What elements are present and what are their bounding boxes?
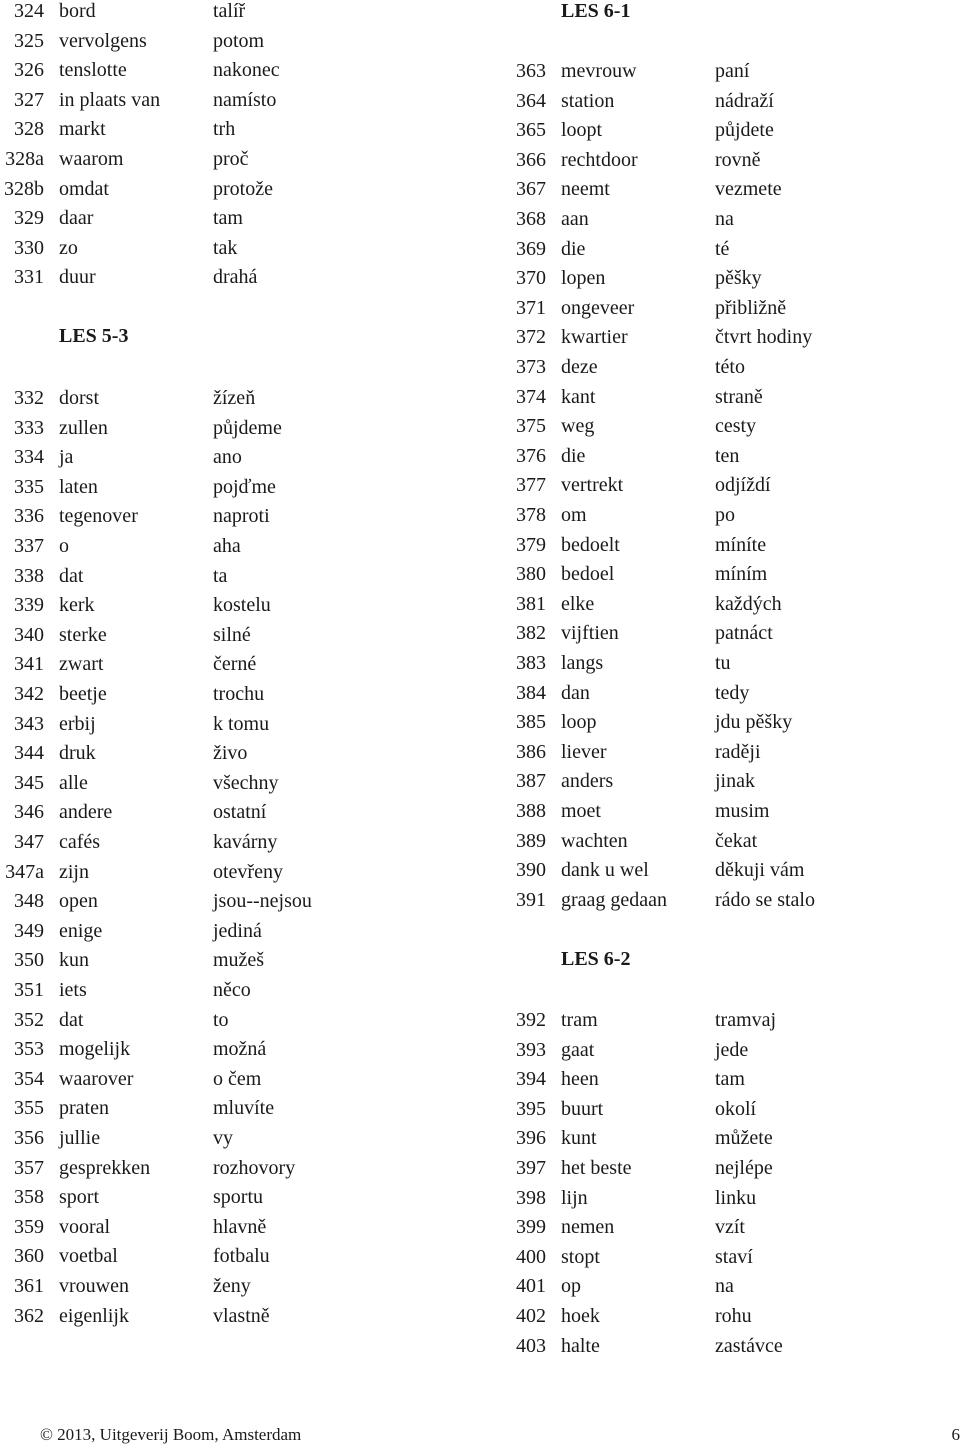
czech-translation: mužeš bbox=[213, 947, 264, 973]
entry-number: 356 bbox=[0, 1125, 44, 1151]
czech-translation: mluvíte bbox=[213, 1095, 274, 1121]
section-heading-les-5-3: LES 5-3 bbox=[59, 323, 128, 349]
czech-translation: sportu bbox=[213, 1184, 263, 1210]
dutch-word: loop bbox=[561, 709, 597, 735]
entry-number: 400 bbox=[502, 1244, 546, 1270]
entry-number: 336 bbox=[0, 503, 44, 529]
entry-number: 395 bbox=[502, 1096, 546, 1122]
czech-translation: patnáct bbox=[715, 620, 773, 646]
dutch-word: kant bbox=[561, 384, 595, 410]
dutch-word: moet bbox=[561, 798, 601, 824]
czech-translation: staví bbox=[715, 1244, 753, 1270]
dutch-word: gesprekken bbox=[59, 1155, 150, 1181]
czech-translation: všechny bbox=[213, 770, 279, 796]
czech-translation: něco bbox=[213, 977, 251, 1003]
czech-translation: naproti bbox=[213, 503, 270, 529]
dutch-word: dat bbox=[59, 1007, 83, 1033]
entry-number: 378 bbox=[502, 502, 546, 528]
entry-number: 396 bbox=[502, 1125, 546, 1151]
dutch-word: alle bbox=[59, 770, 88, 796]
entry-number: 344 bbox=[0, 740, 44, 766]
entry-number: 361 bbox=[0, 1273, 44, 1299]
dutch-word: praten bbox=[59, 1095, 109, 1121]
czech-translation: jinak bbox=[715, 768, 755, 794]
dutch-word: vervolgens bbox=[59, 28, 147, 54]
entry-number: 364 bbox=[502, 88, 546, 114]
entry-number: 352 bbox=[0, 1007, 44, 1033]
dutch-word: daar bbox=[59, 205, 93, 231]
czech-translation: tam bbox=[213, 205, 243, 231]
dutch-word: vrouwen bbox=[59, 1273, 129, 1299]
czech-translation: otevřeny bbox=[213, 859, 283, 885]
entry-number: 329 bbox=[0, 205, 44, 231]
entry-number: 338 bbox=[0, 563, 44, 589]
entry-number: 357 bbox=[0, 1155, 44, 1181]
dutch-word: wachten bbox=[561, 828, 628, 854]
entry-number: 328 bbox=[0, 116, 44, 142]
czech-translation: fotbalu bbox=[213, 1243, 270, 1269]
dutch-word: druk bbox=[59, 740, 96, 766]
entry-number: 403 bbox=[502, 1333, 546, 1359]
czech-translation: tak bbox=[213, 235, 237, 261]
dutch-word: kunt bbox=[561, 1125, 597, 1151]
entry-number: 388 bbox=[502, 798, 546, 824]
dutch-word: halte bbox=[561, 1333, 600, 1359]
czech-translation: možná bbox=[213, 1036, 266, 1062]
entry-number: 391 bbox=[502, 887, 546, 913]
dutch-word: ongeveer bbox=[561, 295, 634, 321]
dutch-word: cafés bbox=[59, 829, 100, 855]
czech-translation: talíř bbox=[213, 0, 245, 24]
dutch-word: laten bbox=[59, 474, 98, 500]
entry-number: 366 bbox=[502, 147, 546, 173]
dutch-word: waarover bbox=[59, 1066, 133, 1092]
czech-translation: okolí bbox=[715, 1096, 756, 1122]
czech-translation: to bbox=[213, 1007, 229, 1033]
czech-translation: můžete bbox=[715, 1125, 773, 1151]
entry-number: 339 bbox=[0, 592, 44, 618]
entry-number: 380 bbox=[502, 561, 546, 587]
czech-translation: proč bbox=[213, 146, 249, 172]
entry-number: 382 bbox=[502, 620, 546, 646]
entry-number: 347 bbox=[0, 829, 44, 855]
czech-translation: jediná bbox=[213, 918, 262, 944]
entry-number: 399 bbox=[502, 1214, 546, 1240]
entry-number: 334 bbox=[0, 444, 44, 470]
dutch-word: liever bbox=[561, 739, 607, 765]
czech-translation: na bbox=[715, 1273, 734, 1299]
czech-translation: nakonec bbox=[213, 57, 280, 83]
czech-translation: trh bbox=[213, 116, 235, 142]
dutch-word: kwartier bbox=[561, 324, 628, 350]
dutch-word: dat bbox=[59, 563, 83, 589]
section-heading-les-6-2: LES 6-2 bbox=[561, 946, 630, 972]
entry-number: 377 bbox=[502, 472, 546, 498]
dutch-word: mevrouw bbox=[561, 58, 637, 84]
entry-number: 359 bbox=[0, 1214, 44, 1240]
czech-translation: jsou--nejsou bbox=[213, 888, 312, 914]
page-footer bbox=[40, 1422, 960, 1448]
copyright-notice: © 2013, Uitgeverij Boom, Amsterdam bbox=[40, 1422, 301, 1448]
dutch-word: tenslotte bbox=[59, 57, 127, 83]
dutch-word: omdat bbox=[59, 176, 109, 202]
dutch-word: die bbox=[561, 443, 585, 469]
dutch-word: nemen bbox=[561, 1214, 614, 1240]
czech-translation: černé bbox=[213, 651, 256, 677]
entry-number: 362 bbox=[0, 1303, 44, 1329]
entry-number: 360 bbox=[0, 1243, 44, 1269]
dutch-word: het beste bbox=[561, 1155, 632, 1181]
czech-translation: straně bbox=[715, 384, 763, 410]
czech-translation: půjdete bbox=[715, 117, 774, 143]
czech-translation: jede bbox=[715, 1037, 748, 1063]
dutch-word: buurt bbox=[561, 1096, 603, 1122]
czech-translation: potom bbox=[213, 28, 264, 54]
entry-number: 375 bbox=[502, 413, 546, 439]
entry-number: 346 bbox=[0, 799, 44, 825]
czech-translation: drahá bbox=[213, 264, 257, 290]
dutch-word: die bbox=[561, 236, 585, 262]
entry-number: 349 bbox=[0, 918, 44, 944]
entry-number: 371 bbox=[502, 295, 546, 321]
dutch-word: duur bbox=[59, 264, 96, 290]
entry-number: 401 bbox=[502, 1273, 546, 1299]
dutch-word: elke bbox=[561, 591, 594, 617]
dutch-word: stopt bbox=[561, 1244, 600, 1270]
entry-number: 354 bbox=[0, 1066, 44, 1092]
dutch-word: om bbox=[561, 502, 587, 528]
czech-translation: ten bbox=[715, 443, 739, 469]
dutch-word: andere bbox=[59, 799, 112, 825]
dutch-word: vertrekt bbox=[561, 472, 623, 498]
czech-translation: raději bbox=[715, 739, 761, 765]
czech-translation: namísto bbox=[213, 87, 276, 113]
entry-number: 345 bbox=[0, 770, 44, 796]
entry-number: 332 bbox=[0, 385, 44, 411]
czech-translation: rozhovory bbox=[213, 1155, 295, 1181]
dutch-word: bedoel bbox=[561, 561, 614, 587]
entry-number: 389 bbox=[502, 828, 546, 854]
entry-number: 324 bbox=[0, 0, 44, 24]
dutch-word: zijn bbox=[59, 859, 89, 885]
dutch-word: sport bbox=[59, 1184, 99, 1210]
entry-number: 402 bbox=[502, 1303, 546, 1329]
czech-translation: linku bbox=[715, 1185, 756, 1211]
dutch-word: kerk bbox=[59, 592, 95, 618]
dutch-word: hoek bbox=[561, 1303, 600, 1329]
entry-number: 347a bbox=[0, 859, 44, 885]
entry-number: 397 bbox=[502, 1155, 546, 1181]
entry-number: 386 bbox=[502, 739, 546, 765]
dutch-word: mogelijk bbox=[59, 1036, 130, 1062]
czech-translation: každých bbox=[715, 591, 782, 617]
czech-translation: ženy bbox=[213, 1273, 251, 1299]
czech-translation: nejlépe bbox=[715, 1155, 773, 1181]
dutch-word: o bbox=[59, 533, 69, 559]
czech-translation: rovně bbox=[715, 147, 761, 173]
entry-number: 393 bbox=[502, 1037, 546, 1063]
dutch-word: eigenlijk bbox=[59, 1303, 129, 1329]
dutch-word: rechtdoor bbox=[561, 147, 638, 173]
entry-number: 367 bbox=[502, 176, 546, 202]
czech-translation: jdu pěšky bbox=[715, 709, 792, 735]
dutch-word: zullen bbox=[59, 415, 108, 441]
entry-number: 379 bbox=[502, 532, 546, 558]
dutch-word: dan bbox=[561, 680, 590, 706]
entry-number: 337 bbox=[0, 533, 44, 559]
entry-number: 394 bbox=[502, 1066, 546, 1092]
czech-translation: té bbox=[715, 236, 729, 262]
entry-number: 387 bbox=[502, 768, 546, 794]
entry-number: 358 bbox=[0, 1184, 44, 1210]
dutch-word: tegenover bbox=[59, 503, 138, 529]
czech-translation: kostelu bbox=[213, 592, 271, 618]
dutch-word: waarom bbox=[59, 146, 123, 172]
entry-number: 385 bbox=[502, 709, 546, 735]
dutch-word: markt bbox=[59, 116, 106, 142]
dutch-word: enige bbox=[59, 918, 102, 944]
czech-translation: vy bbox=[213, 1125, 233, 1151]
czech-translation: děkuji vám bbox=[715, 857, 804, 883]
czech-translation: hlavně bbox=[213, 1214, 266, 1240]
entry-number: 372 bbox=[502, 324, 546, 350]
entry-number: 392 bbox=[502, 1007, 546, 1033]
czech-translation: ano bbox=[213, 444, 242, 470]
czech-translation: míním bbox=[715, 561, 767, 587]
czech-translation: k tomu bbox=[213, 711, 269, 737]
dutch-word: station bbox=[561, 88, 614, 114]
czech-translation: půjdeme bbox=[213, 415, 282, 441]
czech-translation: trochu bbox=[213, 681, 264, 707]
entry-number: 335 bbox=[0, 474, 44, 500]
dutch-word: zo bbox=[59, 235, 78, 261]
entry-number: 327 bbox=[0, 87, 44, 113]
czech-translation: živo bbox=[213, 740, 247, 766]
entry-number: 350 bbox=[0, 947, 44, 973]
dutch-word: open bbox=[59, 888, 98, 914]
entry-number: 343 bbox=[0, 711, 44, 737]
czech-translation: musim bbox=[715, 798, 769, 824]
entry-number: 376 bbox=[502, 443, 546, 469]
czech-translation: tu bbox=[715, 650, 731, 676]
entry-number: 383 bbox=[502, 650, 546, 676]
czech-translation: vzít bbox=[715, 1214, 745, 1240]
dutch-word: lopen bbox=[561, 265, 605, 291]
entry-number: 341 bbox=[0, 651, 44, 677]
entry-number: 351 bbox=[0, 977, 44, 1003]
section-heading-les-6-1: LES 6-1 bbox=[561, 0, 630, 24]
dutch-word: gaat bbox=[561, 1037, 594, 1063]
entry-number: 365 bbox=[502, 117, 546, 143]
dutch-word: langs bbox=[561, 650, 603, 676]
czech-translation: čtvrt hodiny bbox=[715, 324, 812, 350]
entry-number: 326 bbox=[0, 57, 44, 83]
czech-translation: míníte bbox=[715, 532, 766, 558]
czech-translation: rohu bbox=[715, 1303, 752, 1329]
dutch-word: bord bbox=[59, 0, 96, 24]
dutch-word: zwart bbox=[59, 651, 103, 677]
czech-translation: na bbox=[715, 206, 734, 232]
czech-translation: paní bbox=[715, 58, 749, 84]
dutch-word: jullie bbox=[59, 1125, 100, 1151]
czech-translation: tramvaj bbox=[715, 1007, 776, 1033]
czech-translation: vlastně bbox=[213, 1303, 270, 1329]
czech-translation: o čem bbox=[213, 1066, 261, 1092]
czech-translation: protože bbox=[213, 176, 273, 202]
entry-number: 328b bbox=[0, 176, 44, 202]
czech-translation: tedy bbox=[715, 680, 749, 706]
czech-translation: ta bbox=[213, 563, 227, 589]
czech-translation: žízeň bbox=[213, 385, 255, 411]
czech-translation: aha bbox=[213, 533, 241, 559]
page-number: 6 bbox=[952, 1422, 960, 1448]
czech-translation: rádo se stalo bbox=[715, 887, 815, 913]
dutch-word: aan bbox=[561, 206, 589, 232]
czech-translation: silné bbox=[213, 622, 251, 648]
dutch-word: erbij bbox=[59, 711, 96, 737]
czech-translation: čekat bbox=[715, 828, 757, 854]
entry-number: 331 bbox=[0, 264, 44, 290]
dutch-word: in plaats van bbox=[59, 87, 160, 113]
entry-number: 398 bbox=[502, 1185, 546, 1211]
czech-translation: cesty bbox=[715, 413, 756, 439]
entry-number: 330 bbox=[0, 235, 44, 261]
dutch-word: graag gedaan bbox=[561, 887, 667, 913]
entry-number: 342 bbox=[0, 681, 44, 707]
dutch-word: deze bbox=[561, 354, 598, 380]
dutch-word: heen bbox=[561, 1066, 599, 1092]
dutch-word: neemt bbox=[561, 176, 610, 202]
dutch-word: ja bbox=[59, 444, 73, 470]
czech-translation: po bbox=[715, 502, 735, 528]
dutch-word: kun bbox=[59, 947, 89, 973]
entry-number: 374 bbox=[502, 384, 546, 410]
dutch-word: loopt bbox=[561, 117, 602, 143]
czech-translation: kavárny bbox=[213, 829, 277, 855]
entry-number: 328a bbox=[0, 146, 44, 172]
czech-translation: vezmete bbox=[715, 176, 782, 202]
dutch-word: sterke bbox=[59, 622, 107, 648]
dutch-word: beetje bbox=[59, 681, 107, 707]
czech-translation: této bbox=[715, 354, 745, 380]
dutch-word: tram bbox=[561, 1007, 598, 1033]
dutch-word: weg bbox=[561, 413, 594, 439]
entry-number: 333 bbox=[0, 415, 44, 441]
czech-translation: tam bbox=[715, 1066, 745, 1092]
dutch-word: lijn bbox=[561, 1185, 588, 1211]
entry-number: 340 bbox=[0, 622, 44, 648]
czech-translation: odjíždí bbox=[715, 472, 771, 498]
czech-translation: ostatní bbox=[213, 799, 266, 825]
entry-number: 348 bbox=[0, 888, 44, 914]
entry-number: 384 bbox=[502, 680, 546, 706]
entry-number: 355 bbox=[0, 1095, 44, 1121]
dutch-word: dank u wel bbox=[561, 857, 649, 883]
dutch-word: vijftien bbox=[561, 620, 619, 646]
czech-translation: nádraží bbox=[715, 88, 774, 114]
dutch-word: vooral bbox=[59, 1214, 110, 1240]
czech-translation: pojďme bbox=[213, 474, 276, 500]
czech-translation: pěšky bbox=[715, 265, 762, 291]
dutch-word: dorst bbox=[59, 385, 99, 411]
dutch-word: op bbox=[561, 1273, 581, 1299]
czech-translation: zastávce bbox=[715, 1333, 783, 1359]
entry-number: 325 bbox=[0, 28, 44, 54]
entry-number: 390 bbox=[502, 857, 546, 883]
dutch-word: anders bbox=[561, 768, 613, 794]
dutch-word: iets bbox=[59, 977, 87, 1003]
czech-translation: přibližně bbox=[715, 295, 786, 321]
entry-number: 381 bbox=[502, 591, 546, 617]
entry-number: 363 bbox=[502, 58, 546, 84]
entry-number: 368 bbox=[502, 206, 546, 232]
dutch-word: bedoelt bbox=[561, 532, 620, 558]
entry-number: 373 bbox=[502, 354, 546, 380]
dutch-word: voetbal bbox=[59, 1243, 118, 1269]
entry-number: 370 bbox=[502, 265, 546, 291]
entry-number: 369 bbox=[502, 236, 546, 262]
entry-number: 353 bbox=[0, 1036, 44, 1062]
